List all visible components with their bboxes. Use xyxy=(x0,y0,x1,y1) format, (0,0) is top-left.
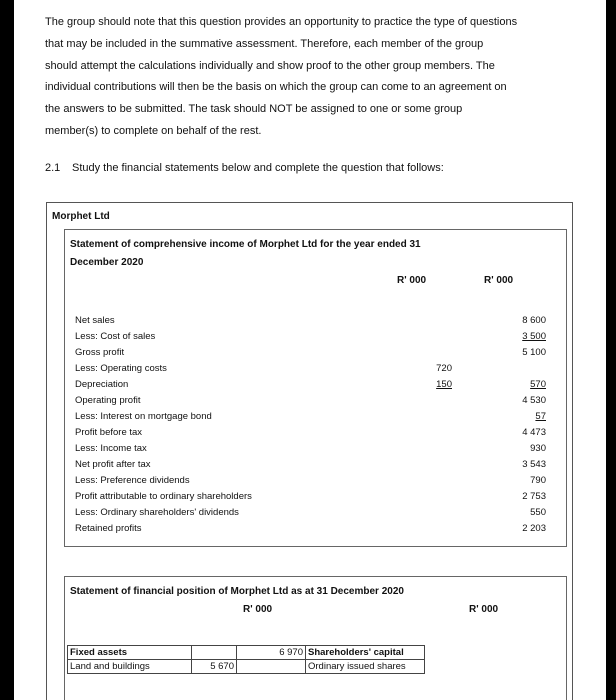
income-statement-title: Statement of comprehensive income of Morphet Ltd for the year ended 31 December 2020 xyxy=(70,239,421,268)
equity-heading: Shareholders' capital xyxy=(306,646,425,660)
income-row-label: Less: Interest on mortgage bond xyxy=(75,411,212,422)
income-row-total: 4 473 xyxy=(522,427,546,438)
asset-item-label: Land and buildings xyxy=(68,660,192,674)
income-row-mid: 720 xyxy=(436,363,452,374)
company-name: Morphet Ltd xyxy=(52,211,110,222)
income-row-total: 930 xyxy=(530,443,546,454)
income-row-label: Retained profits xyxy=(75,523,142,534)
income-row-label: Profit attributable to ordinary shareholders xyxy=(75,491,252,502)
income-row xyxy=(75,457,555,473)
income-row-label: Operating profit xyxy=(75,395,141,406)
income-row xyxy=(75,521,555,537)
intro-line: individual contributions will then be the basis on which the group can come to an agreement on xyxy=(45,81,507,94)
income-row xyxy=(75,313,555,329)
question-2-1 xyxy=(45,162,444,174)
income-row-total: 2 203 xyxy=(522,523,546,534)
question-number: 2.1 xyxy=(45,162,61,174)
income-row xyxy=(75,473,555,489)
income-row-label: Less: Income tax xyxy=(75,443,147,454)
income-col1-header: R' 000 xyxy=(397,275,427,286)
intro-line: that may be included in the summative assessment. Therefore, each member of the group xyxy=(45,37,484,50)
table-row xyxy=(68,660,425,674)
question-text: Study the financial statements below and complete the question that follows: xyxy=(72,162,444,174)
income-row-label: Profit before tax xyxy=(75,427,143,438)
income-row xyxy=(75,393,555,409)
assets-heading: Fixed assets xyxy=(68,646,192,660)
financial-position-col2-header: R' 000 xyxy=(469,604,499,615)
income-row-total: 570 xyxy=(530,379,546,390)
income-row xyxy=(75,505,555,521)
income-row-total: 790 xyxy=(530,475,546,486)
income-row-total: 5 100 xyxy=(522,347,546,358)
income-row xyxy=(75,409,555,425)
income-row-label: Less: Cost of sales xyxy=(75,331,156,342)
income-row-total: 4 530 xyxy=(522,395,546,406)
income-row xyxy=(75,377,555,393)
income-row xyxy=(75,361,555,377)
income-row xyxy=(75,425,555,441)
empty-cell xyxy=(192,646,237,660)
intro-line: member(s) to complete on behalf of the rest. xyxy=(45,124,262,137)
income-row-label: Net profit after tax xyxy=(75,459,151,470)
table-row xyxy=(68,646,425,660)
right-black-border xyxy=(606,0,616,700)
income-row-label: Depreciation xyxy=(75,379,129,390)
income-col2-header: R' 000 xyxy=(484,275,514,286)
income-row-label: Net sales xyxy=(75,315,115,326)
income-row-label: Less: Preference dividends xyxy=(75,475,190,486)
financial-position-col1-header: R' 000 xyxy=(243,604,273,615)
income-row xyxy=(75,489,555,505)
financial-position-title: Statement of financial position of Morphet Ltd as at 31 December 2020 xyxy=(70,586,404,597)
left-black-border xyxy=(0,0,14,700)
intro-line: the answers to be submitted. The task should NOT be assigned to one or some group xyxy=(45,103,463,116)
income-row-total: 57 xyxy=(535,411,546,422)
asset-item-value: 5 670 xyxy=(192,660,237,674)
balance-sheet-table xyxy=(67,645,425,674)
income-row-total: 3 500 xyxy=(522,331,546,342)
income-row-label: Less: Operating costs xyxy=(75,363,167,374)
income-row xyxy=(75,345,555,361)
empty-cell xyxy=(237,660,306,674)
income-row-total: 3 543 xyxy=(522,459,546,470)
income-row xyxy=(75,329,555,345)
income-row-label: Less: Ordinary shareholders' dividends xyxy=(75,507,239,518)
intro-paragraph xyxy=(45,12,575,143)
assets-total: 6 970 xyxy=(237,646,306,660)
income-row-total: 550 xyxy=(530,507,546,518)
income-row xyxy=(75,441,555,457)
equity-item-label: Ordinary issued shares xyxy=(306,660,425,674)
intro-line: should attempt the calculations individually and show proof to the other group members. The xyxy=(45,59,495,72)
income-row-total: 2 753 xyxy=(522,491,546,502)
intro-line: The group should note that this question provides an opportunity to practice the type of questions xyxy=(45,16,518,28)
income-row-total: 8 600 xyxy=(522,315,546,326)
income-row-label: Gross profit xyxy=(75,347,125,358)
income-row-mid: 150 xyxy=(436,379,452,390)
